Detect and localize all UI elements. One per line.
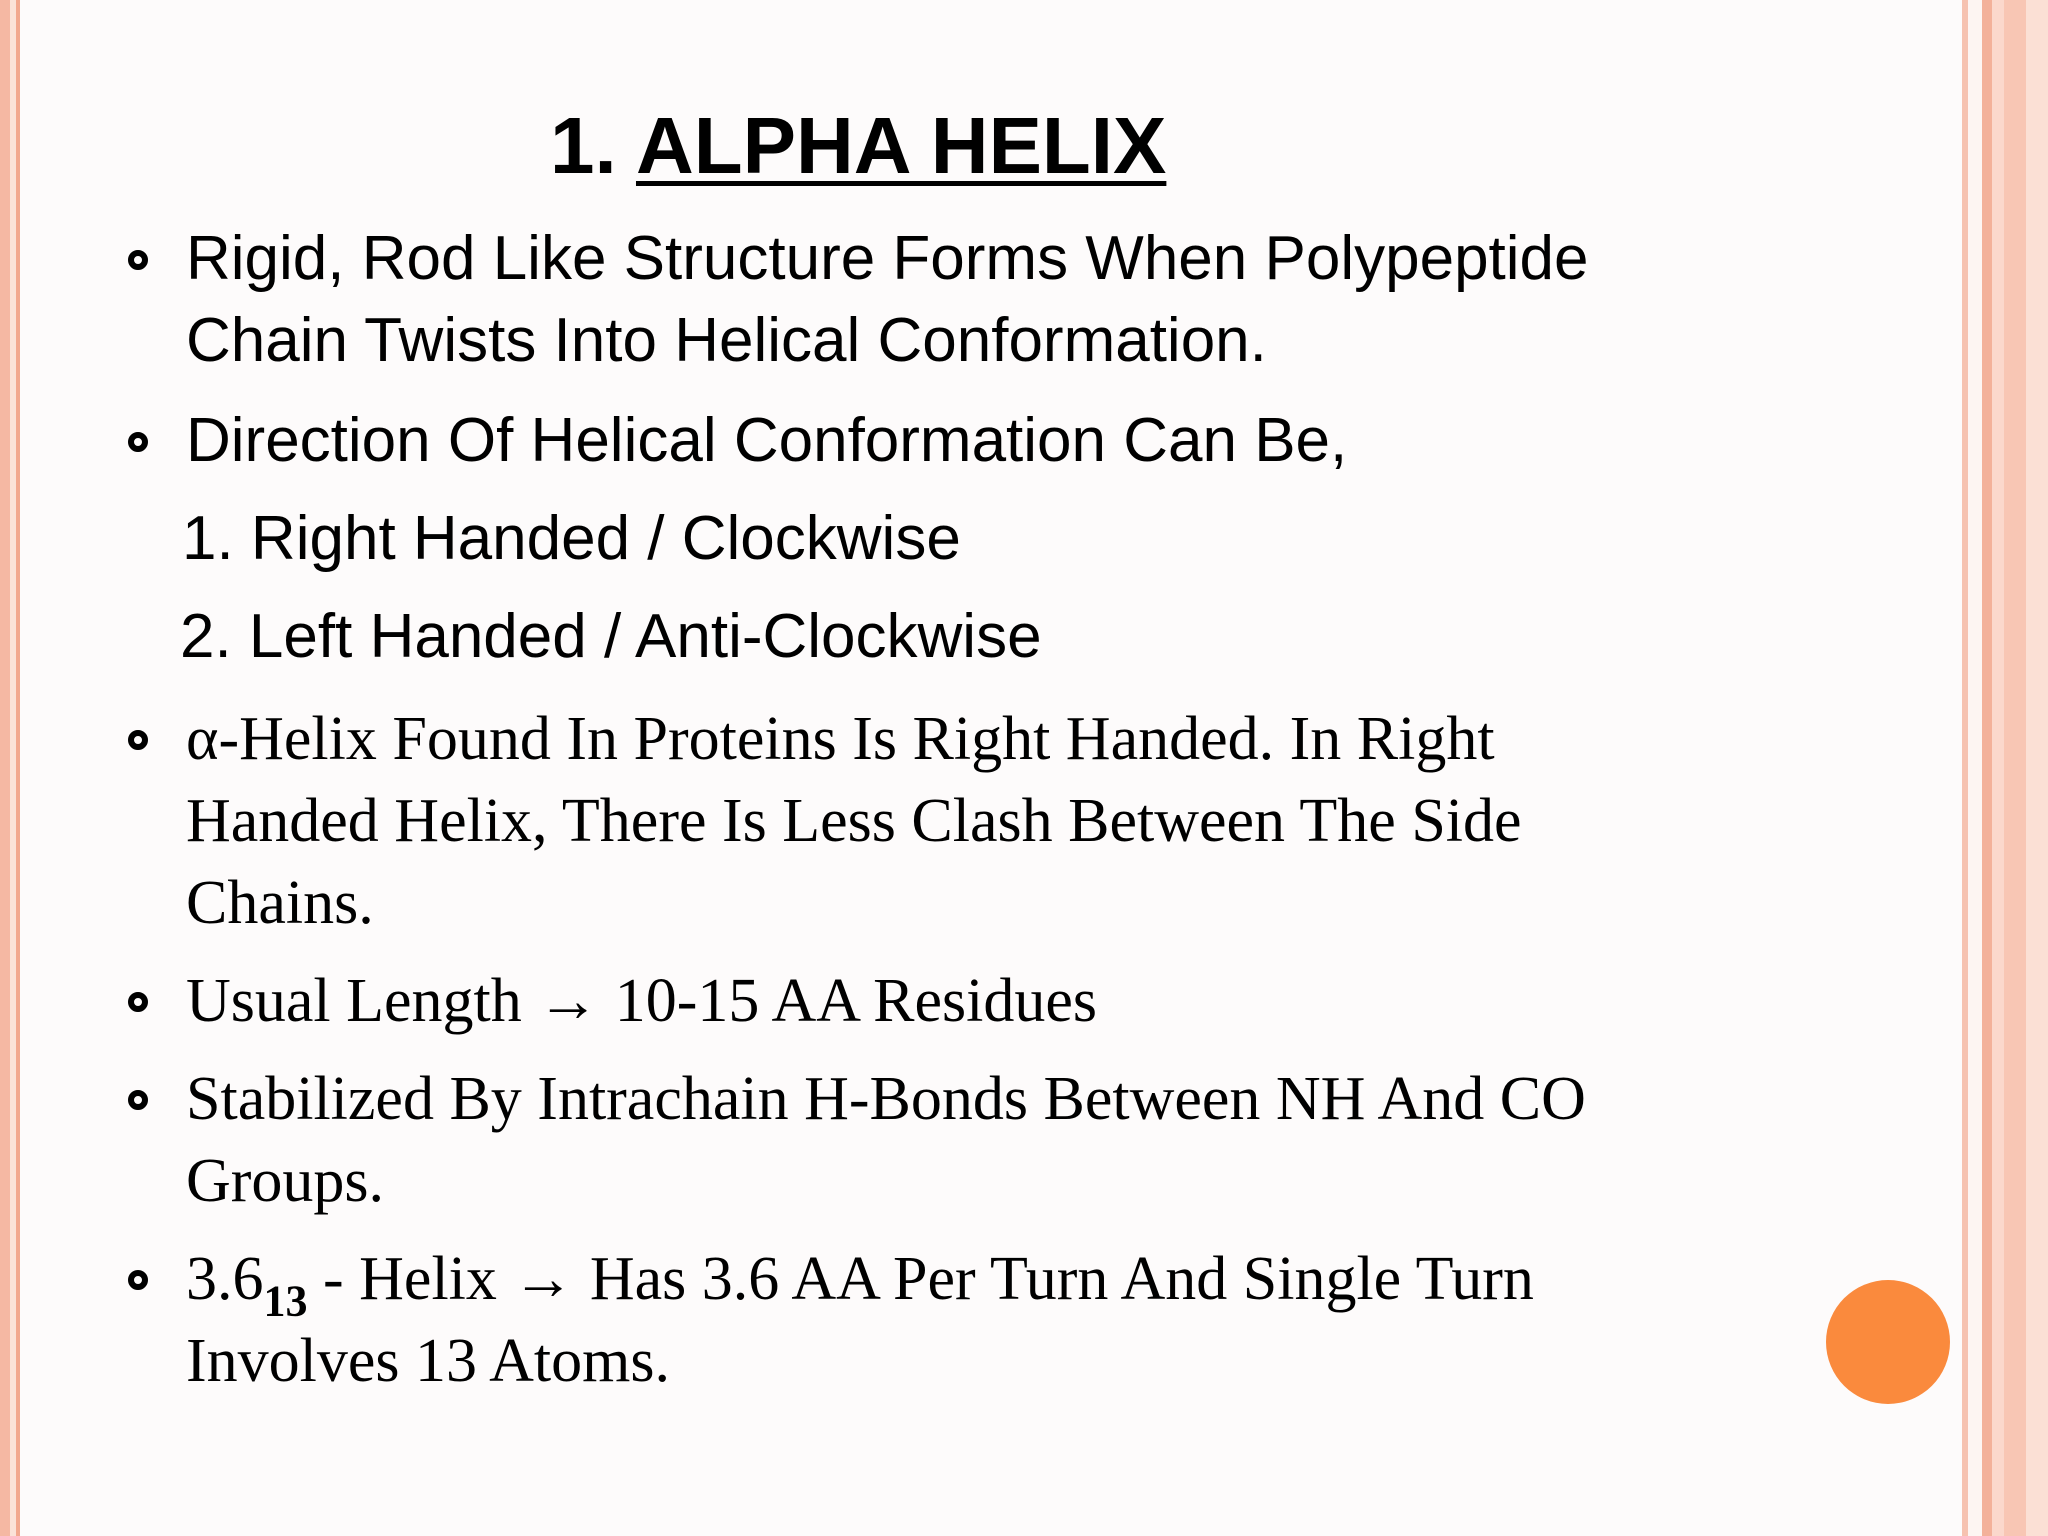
bullet-3-line-3: Chains. [186, 869, 374, 937]
bullet-5-line-2: Groups. [186, 1147, 385, 1215]
bullet-1-line-1: Rigid, Rod Like Structure Forms When Polypeptide [186, 224, 1589, 293]
bullet-3-line-1: α-Helix Found In Proteins Is Right Handed. In Right [186, 705, 1495, 773]
right-border-stripe [2004, 0, 2026, 1536]
title-text: ALPHA HELIX [635, 101, 1167, 190]
title-number: 1. [550, 101, 617, 190]
right-border-stripe [2026, 0, 2048, 1536]
sub-item-1: 1. Right Handed / Clockwise [182, 504, 961, 573]
bullet-icon [128, 1270, 148, 1290]
bullet-5-line-1: Stabilized By Intrachain H-Bonds Between NH And CO [186, 1065, 1586, 1133]
right-border-stripe [1992, 0, 2004, 1536]
bullet-6-line-2: Involves 13 Atoms. [186, 1327, 670, 1395]
right-border-stripe [1982, 0, 1992, 1536]
right-border-stripe [1968, 0, 1982, 1536]
bullet-icon [128, 432, 148, 452]
bullet-icon [128, 250, 148, 270]
bullet-6-rest: - Helix → Has 3.6 AA Per Turn And Single Turn [307, 1245, 1534, 1313]
bullet-6-subscript: 13 [263, 1276, 308, 1326]
decorative-orange-circle [1826, 1280, 1950, 1404]
bullet-icon [128, 1090, 148, 1110]
slide-title [550, 96, 1166, 196]
bullet-4-line-1: Usual Length → 10-15 AA Residues [186, 967, 1097, 1035]
left-border-stripe [16, 0, 20, 1536]
bullet-2-line-1: Direction Of Helical Conformation Can Be, [186, 406, 1348, 475]
bullet-icon [128, 992, 148, 1012]
sub-item-2: 2. Left Handed / Anti-Clockwise [180, 602, 1042, 671]
bullet-3-line-2: Handed Helix, There Is Less Clash Between The Side [186, 787, 1522, 855]
left-border-stripe [0, 0, 10, 1536]
bullet-1-line-2: Chain Twists Into Helical Conformation. [186, 306, 1267, 375]
bullet-6-prefix: 3.6 [186, 1245, 264, 1313]
bullet-icon [128, 730, 148, 750]
